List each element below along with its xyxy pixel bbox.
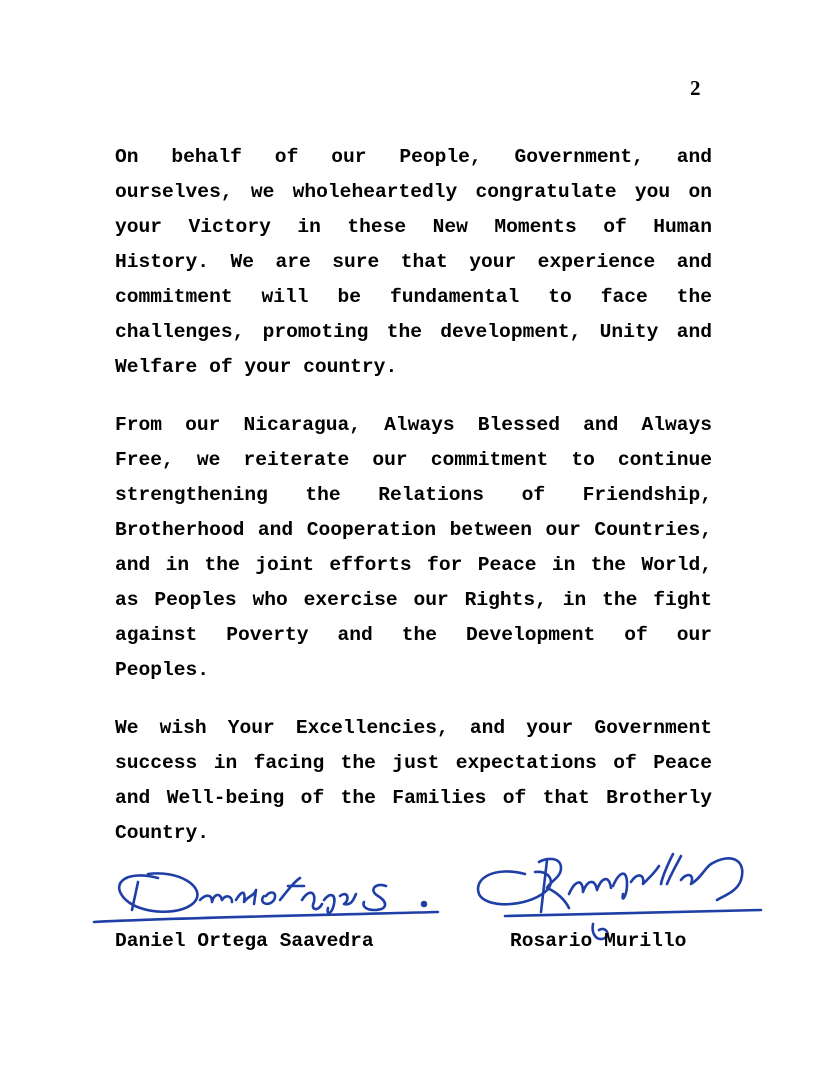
page-number: 2	[690, 76, 701, 100]
signature-daniel-ortega	[88, 860, 448, 935]
paragraph-commitment: From our Nicaragua, Always Blessed and Always Free, we reiterate our commitment to continue strengthening the Relations of Friendship, Brotherhood and Cooperation between our Countries, and in the joint efforts for Peace in the World, as Peoples who exercise our Rights, in the fight against Poverty and the Development of our Peoples.	[115, 414, 712, 681]
paragraph-wishes: We wish Your Excellencies, and your Government success in facing the just expectations of Peace and Well-being of the Families of that Brotherly Country.	[115, 717, 712, 844]
paragraph-congratulations: On behalf of our People, Government, and ourselves, we wholeheartedly congratulate you on your Victory in these New Moments of Human History. We are sure that your experience and commitment will be fundamental to face the challenges, promoting the development, Unity and Welfare of your country.	[115, 146, 712, 378]
signer-name-daniel-ortega: Daniel Ortega Saavedra	[115, 930, 374, 952]
signer-name-rosario-murillo: Rosario Murillo	[510, 930, 687, 952]
